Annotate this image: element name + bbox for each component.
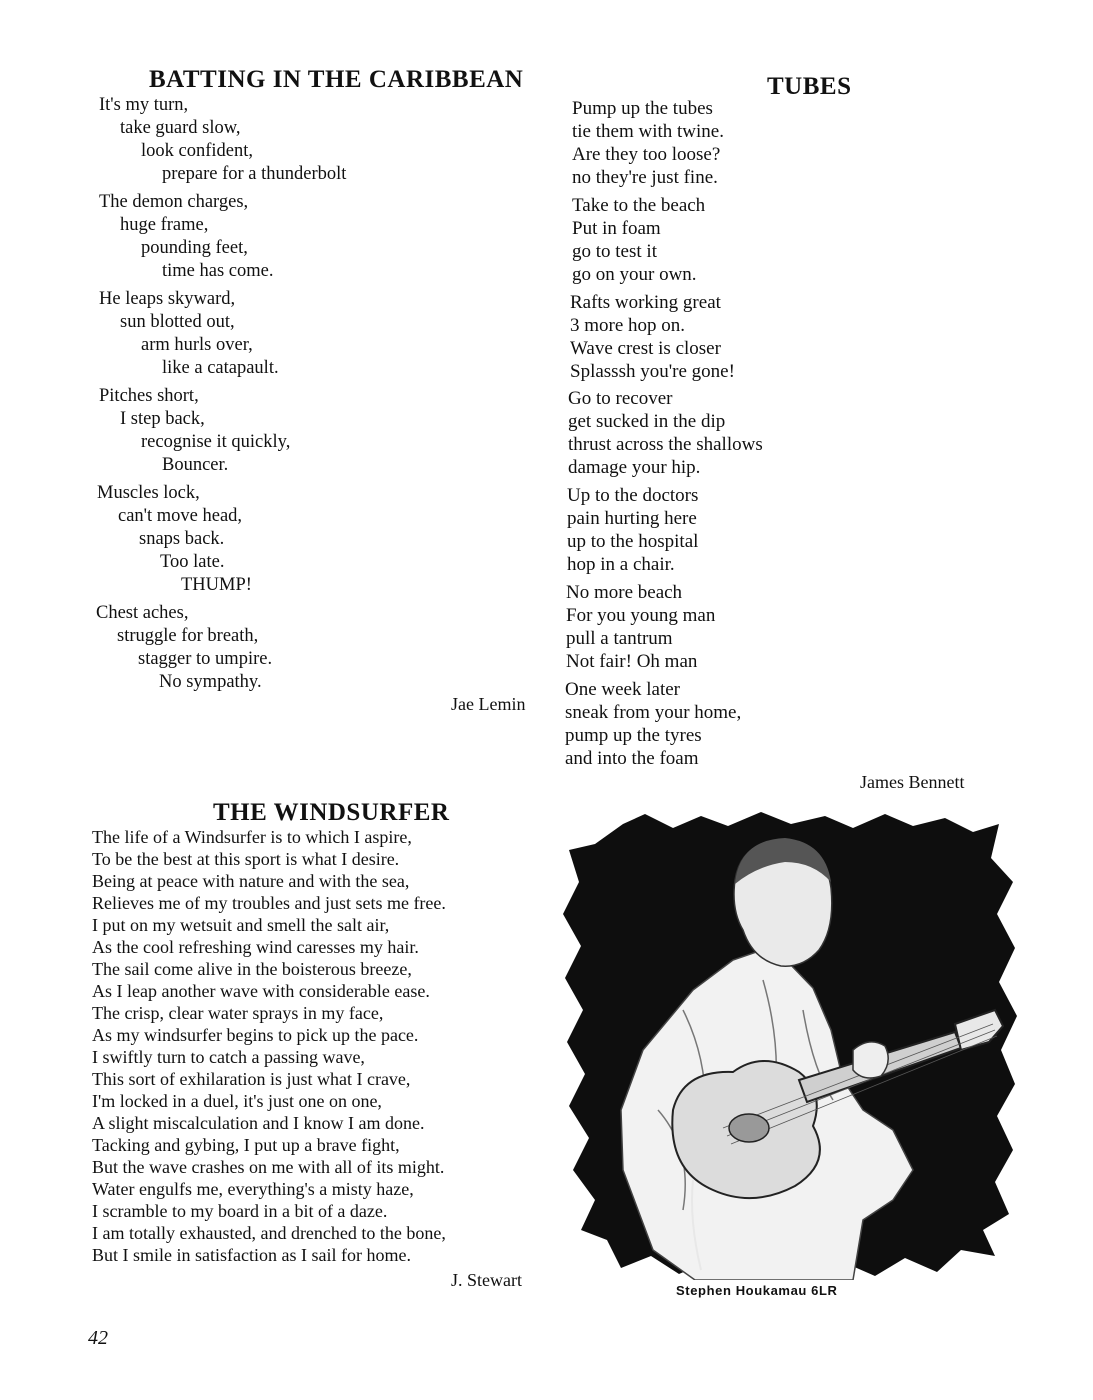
illustration-caption: Stephen Houkamau 6LR	[676, 1283, 838, 1298]
poem-line: up to the hospital	[567, 531, 699, 552]
poem-line: pull a tantrum	[566, 628, 673, 649]
poem-line: The crisp, clear water sprays in my face,	[92, 1003, 384, 1023]
poem-line: stagger to umpire.	[138, 649, 273, 669]
poem-line: time has come.	[162, 261, 274, 281]
poem-author: James Bennett	[860, 772, 965, 792]
poem-line: But I smile in satisfaction as I sail for home.	[92, 1245, 411, 1265]
poem-line: I put on my wetsuit and smell the salt air,	[92, 915, 390, 935]
poem-line: Tacking and gybing, I put up a brave fight,	[92, 1135, 400, 1155]
poem-line: thrust across the shallows	[568, 434, 763, 455]
poem-line: and into the foam	[565, 748, 699, 769]
poem-line: go to test it	[572, 241, 657, 262]
poem-line: Splasssh you're gone!	[570, 361, 735, 382]
poem-line: Wave crest is closer	[570, 338, 721, 359]
poem-line: Chest aches,	[96, 603, 189, 623]
poem-line: take guard slow,	[120, 118, 241, 138]
poem-line: pain hurting here	[567, 508, 697, 529]
poem-line: No more beach	[566, 582, 683, 603]
figure-hand	[853, 1042, 888, 1078]
poem-line: I swiftly turn to catch a passing wave,	[92, 1047, 365, 1067]
poem-line: One week later	[565, 679, 680, 700]
poem-line: The demon charges,	[99, 192, 249, 212]
poem-line: damage your hip.	[568, 457, 701, 478]
poem-line: go on your own.	[572, 264, 697, 285]
page-number: 42	[88, 1327, 108, 1349]
poem-line: tie them with twine.	[572, 121, 724, 142]
poem-line: pounding feet,	[141, 238, 248, 258]
poem-line: recognise it quickly,	[141, 432, 291, 452]
poem-line: Are they too loose?	[572, 144, 721, 165]
poem-author: J. Stewart	[451, 1270, 522, 1290]
poem-line: arm hurls over,	[141, 335, 253, 355]
poem-line: A slight miscalculation and I know I am done.	[92, 1113, 425, 1133]
poem-line: Muscles lock,	[97, 483, 200, 503]
poem-line: can't move head,	[118, 506, 243, 526]
poem-line: As the cool refreshing wind caresses my hair.	[92, 937, 419, 957]
poem-title: BATTING IN THE CARIBBEAN	[149, 66, 524, 93]
poem-line: But the wave crashes on me with all of its might.	[92, 1157, 445, 1177]
poem-line: I'm locked in a duel, it's just one on one,	[92, 1091, 382, 1111]
poem-line: pump up the tyres	[565, 725, 702, 746]
poem-line: huge frame,	[120, 215, 209, 235]
poem-line: hop in a chair.	[567, 554, 675, 575]
poem-line: look confident,	[141, 141, 254, 161]
poem-line: Take to the beach	[572, 195, 706, 216]
guitarist-drawing	[563, 810, 1018, 1280]
poem-line: The sail come alive in the boisterous breeze,	[92, 959, 412, 979]
poem-line: get sucked in the dip	[568, 411, 726, 432]
poem-line: Rafts working great	[570, 292, 721, 313]
poem-line: struggle for breath,	[117, 626, 259, 646]
poem-line: 3 more hop on.	[570, 315, 686, 336]
poem-line: It's my turn,	[99, 95, 189, 115]
poem-line: I step back,	[120, 409, 205, 429]
poem-line: Being at peace with nature and with the sea,	[92, 871, 410, 891]
poem-line: No sympathy.	[159, 672, 262, 692]
poem-line: Pump up the tubes	[572, 98, 713, 119]
poem-line: I am totally exhausted, and drenched to the bone,	[92, 1223, 446, 1243]
poem-line: prepare for a thunderbolt	[162, 164, 347, 184]
poem-title: TUBES	[767, 73, 852, 100]
poem-line: Water engulfs me, everything's a misty haze,	[92, 1179, 414, 1199]
poem-line: Up to the doctors	[567, 485, 699, 506]
poem-line: Bouncer.	[162, 455, 229, 475]
poem-line: Pitches short,	[99, 386, 199, 406]
poem-line: Relieves me of my troubles and just sets me free.	[92, 893, 446, 913]
poem-line: Put in foam	[572, 218, 661, 239]
poem-line: As my windsurfer begins to pick up the pace.	[92, 1025, 419, 1045]
poem-line: sun blotted out,	[120, 312, 235, 332]
poem-line: He leaps skyward,	[99, 289, 236, 309]
poem-title: THE WINDSURFER	[213, 799, 450, 826]
poem-line: As I leap another wave with considerable ease.	[92, 981, 430, 1001]
poem-line: For you young man	[566, 605, 716, 626]
poem-line: Too late.	[160, 552, 225, 572]
poem-line: Go to recover	[568, 388, 673, 409]
poem-line: snaps back.	[139, 529, 225, 549]
poem-author: Jae Lemin	[451, 694, 526, 714]
poem-line: THUMP!	[181, 575, 252, 595]
poem-line: no they're just fine.	[572, 167, 718, 188]
poem-line: This sort of exhilaration is just what I crave,	[92, 1069, 411, 1089]
poem-line: Not fair! Oh man	[566, 651, 698, 672]
poem-line: To be the best at this sport is what I desire.	[92, 849, 400, 869]
guitarist-illustration	[563, 810, 1018, 1280]
poem-line: like a catapault.	[162, 358, 279, 378]
poem-line: The life of a Windsurfer is to which I aspire,	[92, 827, 412, 847]
poem-line: I scramble to my board in a bit of a daze.	[92, 1201, 388, 1221]
poem-line: sneak from your home,	[565, 702, 742, 723]
